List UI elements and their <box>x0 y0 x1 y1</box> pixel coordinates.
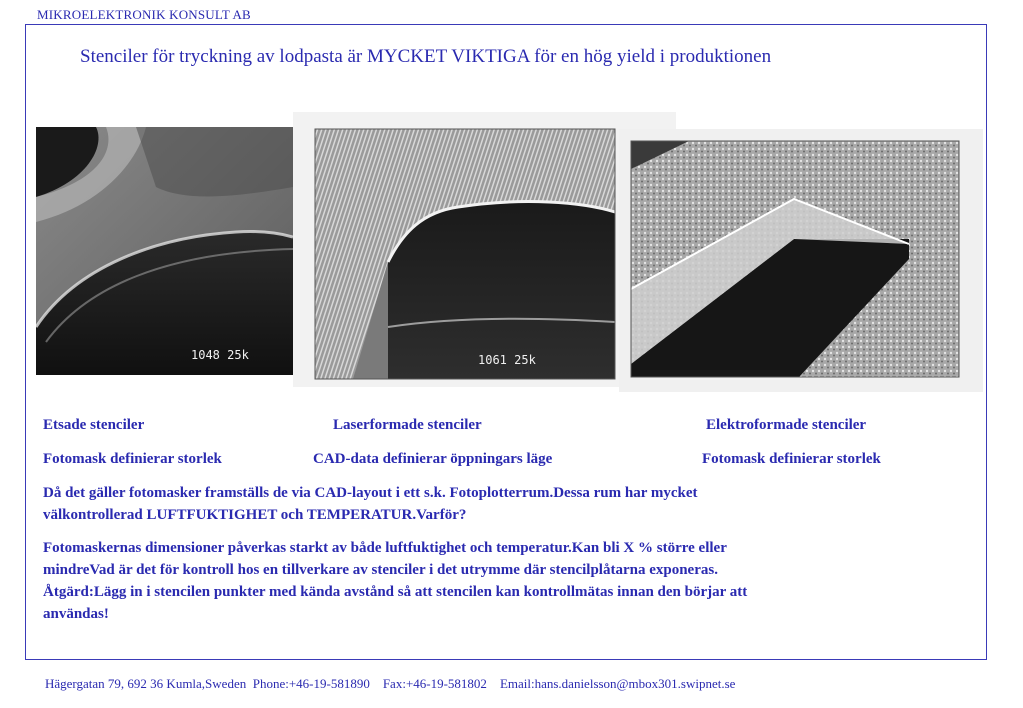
footer-email: Email:hans.danielsson@mbox301.swipnet.se <box>499 676 736 691</box>
footer-contact <box>45 676 735 692</box>
laser-stencil-note: CAD-data definierar öppningars läge <box>313 451 553 467</box>
footer-phone: Phone:+46-19-581890 <box>252 676 370 691</box>
dimension-line-2: mindreVad är det för kontroll hos en tillverkare av stenciler i det utrymme där stencilplåtarna exponeras. <box>43 562 718 578</box>
etched-image-caption: 1048 25k <box>191 348 249 362</box>
photomask-line-1: Då det gäller fotomasker framställs de via CAD-layout i ett s.k. Fotoplotterrum.Dessa rum har mycket <box>43 485 698 501</box>
company-name: MIKROELEKTRONIK KONSULT AB <box>37 7 251 22</box>
dimension-line-1: Fotomaskernas dimensioner påverkas starkt av både luftfuktighet och temperatur.Kan bli X % större eller <box>43 540 727 556</box>
photomask-line-2: välkontrollerad LUFTFUKTIGHET och TEMPERATUR.Varför? <box>43 507 467 523</box>
etched-stencil-note: Fotomask definierar storlek <box>43 451 222 467</box>
dimension-line-3: Åtgärd:Lägg in i stencilen punkter med kända avstånd så att stencilen kan kontrollmätas innan den börjar att <box>43 584 748 600</box>
laser-image-caption: 1061 25k <box>478 353 536 367</box>
electroformed-stencil-micrograph <box>619 129 983 392</box>
dimension-paragraph <box>43 537 943 625</box>
laser-stencil-title: Laserformade stenciler <box>333 417 482 433</box>
etched-stencil-title: Etsade stenciler <box>43 417 145 433</box>
electroformed-stencil-title: Elektroformade stenciler <box>706 417 867 433</box>
photomask-paragraph <box>43 482 943 526</box>
electroformed-stencil-note: Fotomask definierar storlek <box>702 451 881 467</box>
page-title: Stenciler för tryckning av lodpasta är MYCKET VIKTIGA för en hög yield i produktionen <box>80 46 772 67</box>
footer-fax: Fax:+46-19-581802 <box>382 676 487 691</box>
footer-address: Hägergatan 79, 692 36 Kumla,Sweden <box>45 676 247 691</box>
dimension-line-4: användas! <box>43 606 109 622</box>
etched-stencil-micrograph <box>36 127 293 375</box>
